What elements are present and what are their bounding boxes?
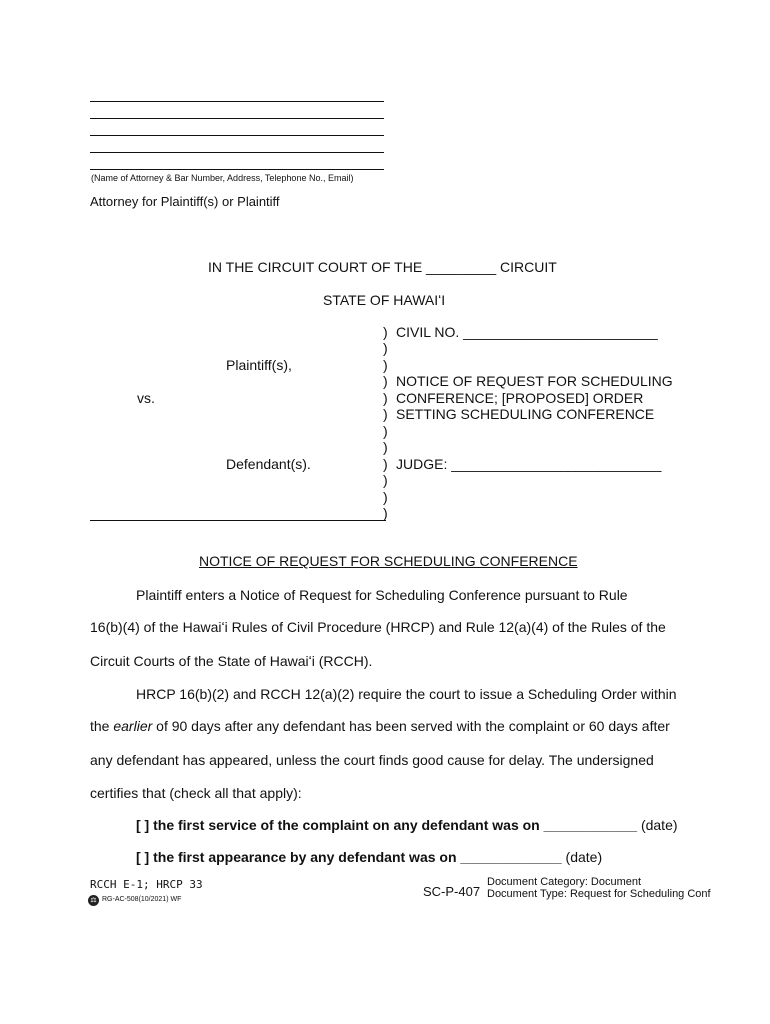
attorney-line-1[interactable] <box>90 101 384 102</box>
paragraph-2-line-2 <box>90 718 670 734</box>
attorney-line-5[interactable] <box>90 169 384 170</box>
caption-paren: ) <box>383 472 388 488</box>
checkbox-first-appearance[interactable] <box>136 849 602 865</box>
checkbox-first-service[interactable] <box>136 817 678 833</box>
caption-paren: ) <box>383 324 388 340</box>
attorney-caption: (Name of Attorney & Bar Number, Address, Telephone No., Email) <box>91 173 354 183</box>
footer-rule-reference: RCCH E-1; HRCP 33 <box>90 878 203 891</box>
paragraph-1-line-2: 16(b)(4) of the Hawaiʻi Rules of Civil Procedure (HRCP) and Rule 12(a)(4) of the Rules of the <box>90 619 666 635</box>
first-service-text: [ ] the first service of the complaint on any defendant was on ____________ <box>136 817 638 833</box>
document-title-line-2: CONFERENCE; [PROPOSED] ORDER <box>396 390 644 406</box>
paragraph-2-line-2-pre: the <box>90 718 114 734</box>
defendants-label: Defendant(s). <box>226 456 311 472</box>
caption-paren: ) <box>383 505 388 521</box>
caption-paren: ) <box>383 357 388 373</box>
emphasis-earlier: earlier <box>113 718 153 734</box>
document-title-line-3: SETTING SCHEDULING CONFERENCE <box>396 406 655 422</box>
caption-paren: ) <box>383 456 388 472</box>
court-seal-icon: ⚖ <box>88 895 99 906</box>
judge-field[interactable]: JUDGE: ___________________________ <box>396 456 662 472</box>
attorney-line-2[interactable] <box>90 118 384 119</box>
paragraph-2-line-1: HRCP 16(b)(2) and RCCH 12(a)(2) require the court to issue a Scheduling Order within <box>136 686 677 702</box>
caption-paren: ) <box>383 439 388 455</box>
footer-form-number: SC-P-407 <box>423 884 481 899</box>
plaintiffs-label: Plaintiff(s), <box>226 357 292 373</box>
caption-paren: ) <box>383 423 388 439</box>
paragraph-2-line-2-post: of 90 days after any defendant has been served with the complaint or 60 days after <box>152 718 670 734</box>
civil-number-field[interactable]: CIVIL NO. _________________________ <box>396 324 658 340</box>
caption-paren: ) <box>383 390 388 406</box>
first-appearance-text: [ ] the first appearance by any defendant was on _____________ <box>136 849 562 865</box>
caption-paren: ) <box>383 489 388 505</box>
paragraph-1-line-3: Circuit Courts of the State of Hawaiʻi (RCCH). <box>90 653 373 669</box>
versus-label: vs. <box>137 390 155 406</box>
document-title-line-1: NOTICE OF REQUEST FOR SCHEDULING <box>396 373 673 389</box>
court-name: IN THE CIRCUIT COURT OF THE _________ CIRCUIT <box>208 259 557 275</box>
footer-document-type: Document Type: Request for Scheduling Conf <box>487 888 711 900</box>
attorney-line-4[interactable] <box>90 152 384 153</box>
attorney-role: Attorney for Plaintiff(s) or Plaintiff <box>90 194 280 209</box>
paragraph-1-line-1: Plaintiff enters a Notice of Request for Scheduling Conference pursuant to Rule <box>136 587 628 603</box>
first-appearance-date-label: (date) <box>561 849 603 865</box>
paragraph-2-line-4: certifies that (check all that apply): <box>90 785 302 801</box>
first-service-date-label: (date) <box>637 817 678 833</box>
caption-paren: ) <box>383 406 388 422</box>
caption-bottom-line <box>90 520 386 521</box>
paragraph-2-line-3: any defendant has appeared, unless the court finds good cause for delay. The undersigned <box>90 752 654 768</box>
attorney-line-3[interactable] <box>90 135 384 136</box>
caption-paren: ) <box>383 340 388 356</box>
notice-heading: NOTICE OF REQUEST FOR SCHEDULING CONFERENCE <box>199 553 578 569</box>
footer-form-code: RG-AC-508(10/2021) WF <box>102 896 182 903</box>
caption-paren: ) <box>383 373 388 389</box>
court-state: STATE OF HAWAIʻI <box>323 292 446 308</box>
footer-document-category: Document Category: Document <box>487 876 642 888</box>
